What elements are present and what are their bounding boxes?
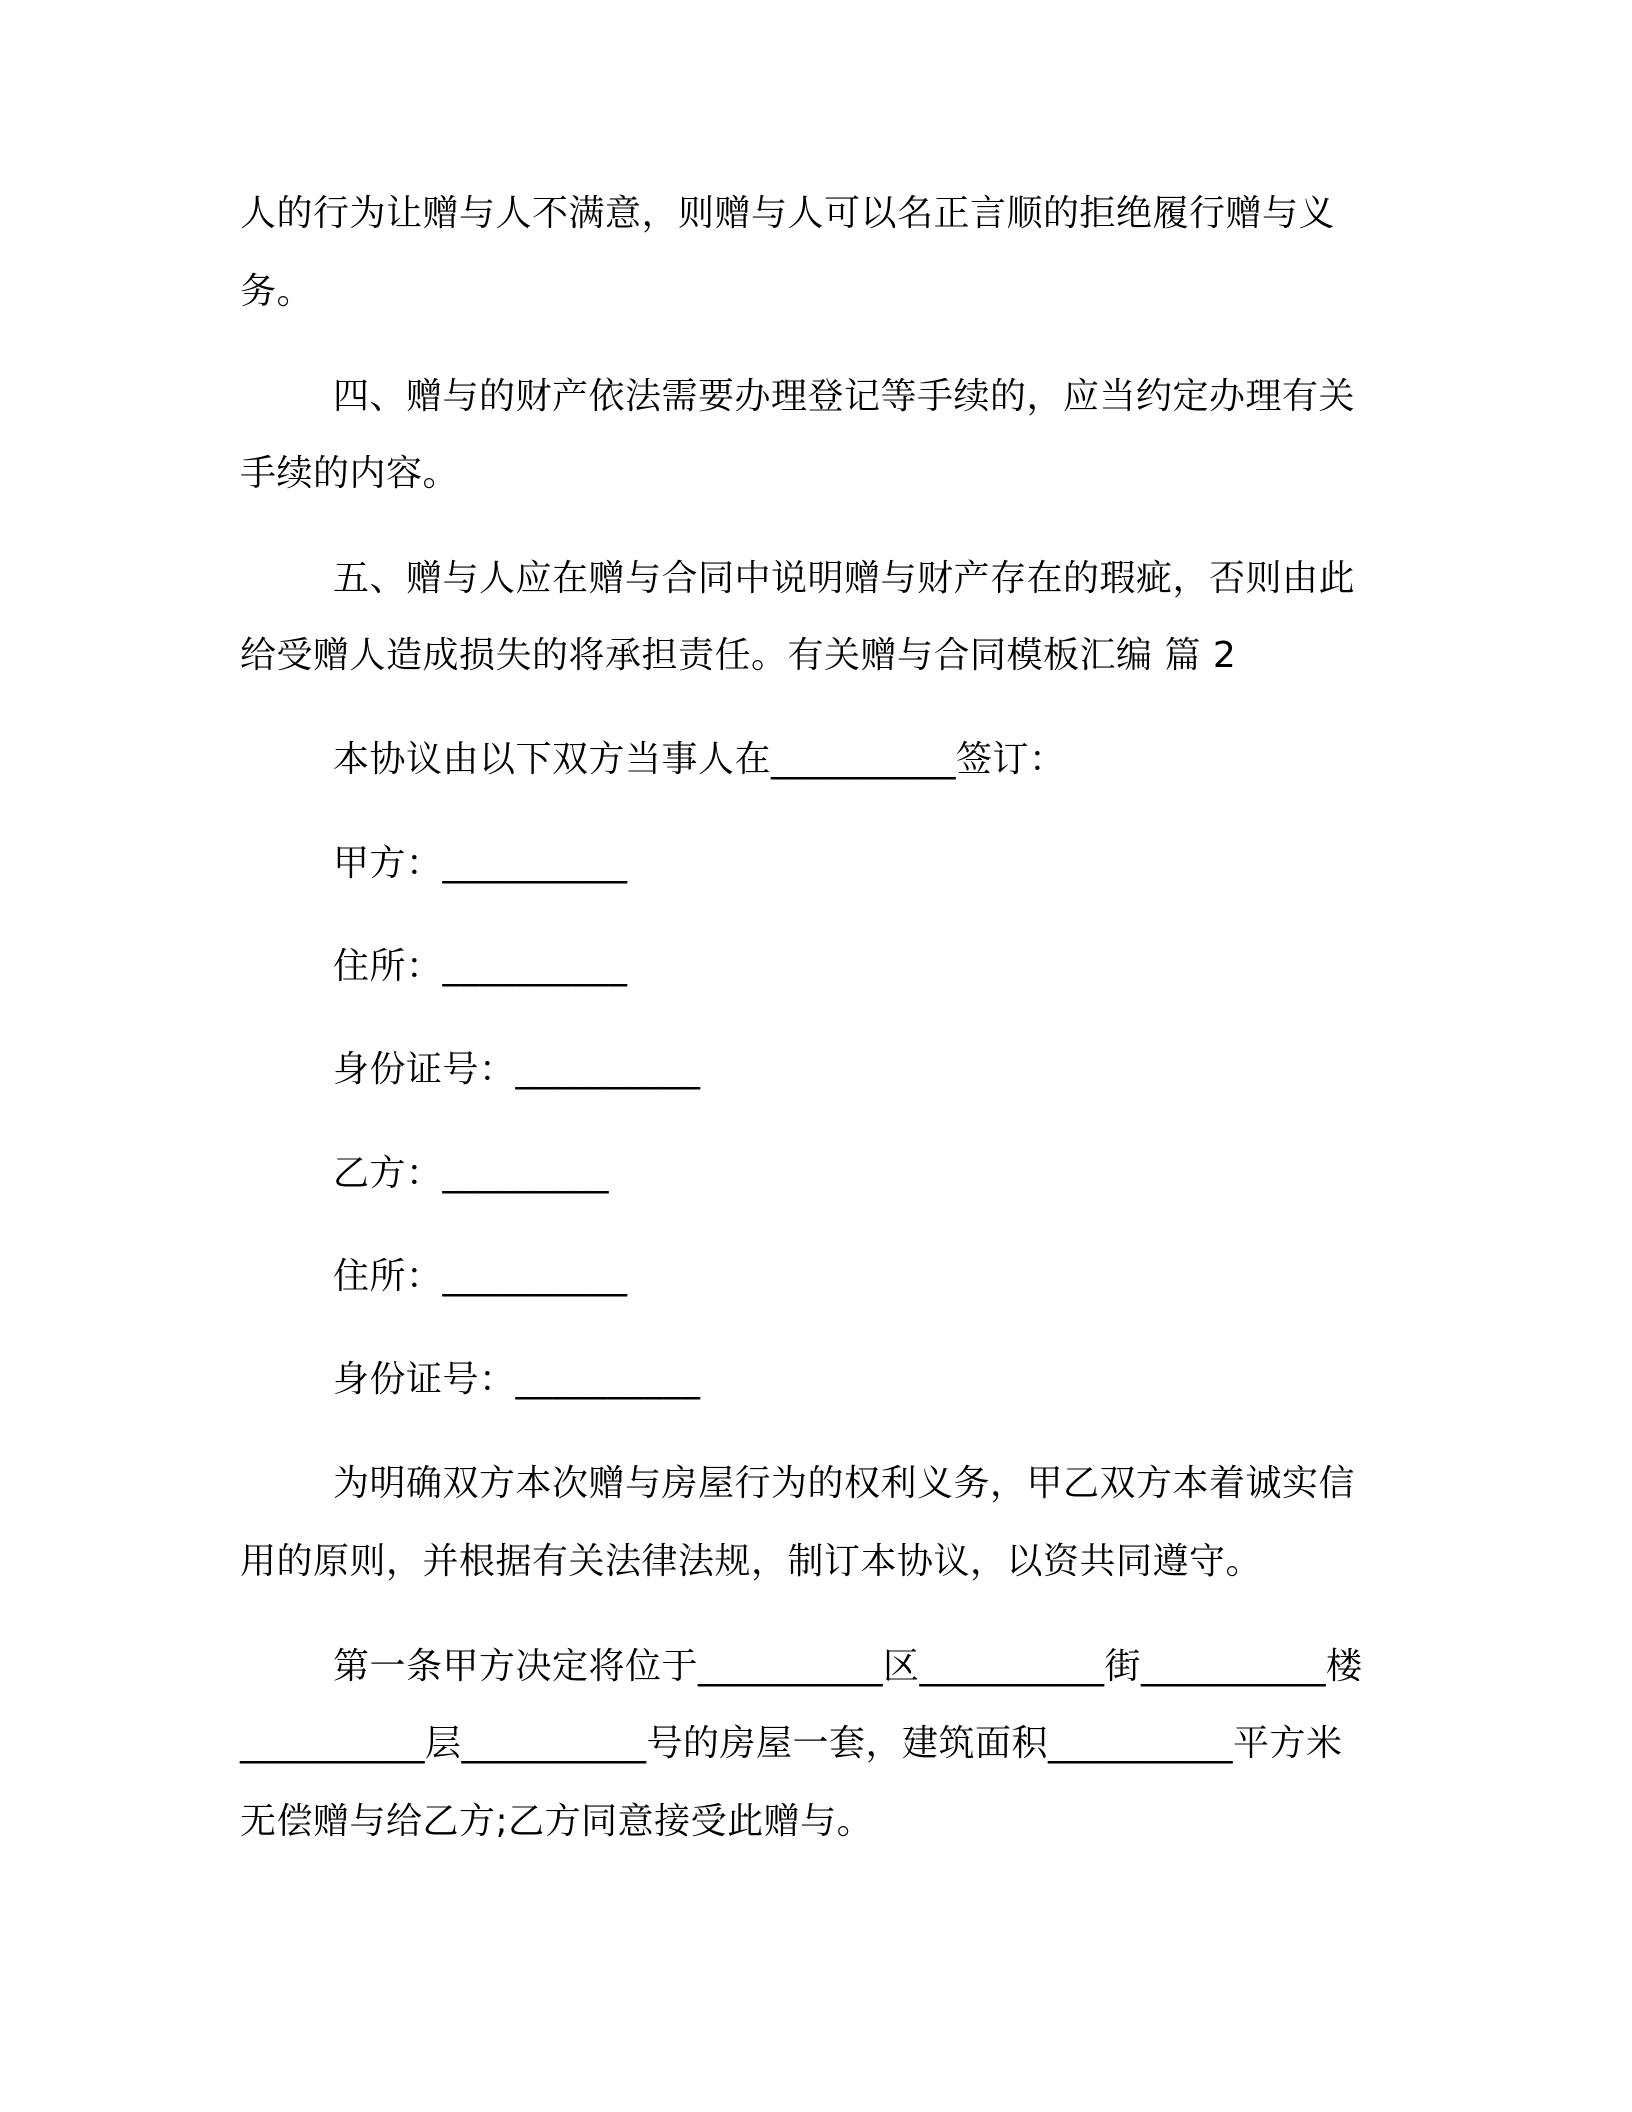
paragraph-2-line-1: 四、赠与的财产依法需要办理登记等手续的，应当约定办理有关 (333, 376, 1356, 417)
party-b-id-line: 身份证号：__________ (333, 1359, 701, 1400)
purpose-paragraph-line-1: 为明确双方本次赠与房屋行为的权利义务，甲乙双方本着诚实信 (333, 1463, 1356, 1504)
article-1-line-2: __________层__________号的房屋一套，建筑面积__________平方米 (240, 1723, 1343, 1764)
article-1-line-1: 第一条甲方决定将位于__________区__________街__________楼 (333, 1646, 1363, 1687)
paragraph-1-line-2: 务。 (240, 271, 314, 312)
party-a-id-line: 身份证号：__________ (333, 1049, 701, 1090)
paragraph-3-line-2: 给受赠人造成损失的将承担责任。有关赠与合同模板汇编 篇 2 (240, 635, 1237, 676)
agreement-intro-line: 本协议由以下双方当事人在__________签订： (333, 739, 1066, 780)
paragraph-3-line-1: 五、赠与人应在赠与合同中说明赠与财产存在的瑕疵，否则由此 (333, 558, 1356, 599)
party-b-address-line: 住所：__________ (333, 1256, 628, 1297)
party-b-line: 乙方：_________ (333, 1153, 610, 1194)
paragraph-1-line-1: 人的行为让赠与人不满意，则赠与人可以名正言顺的拒绝履行赠与义 (240, 193, 1336, 234)
purpose-paragraph-line-2: 用的原则，并根据有关法律法规，制订本协议，以资共同遵守。 (240, 1541, 1263, 1582)
party-a-line: 甲方：__________ (333, 843, 628, 884)
article-1-line-3: 无偿赠与给乙方;乙方同意接受此赠与。 (240, 1801, 874, 1842)
party-a-address-line: 住所：__________ (333, 946, 628, 987)
paragraph-2-line-2: 手续的内容。 (240, 453, 460, 494)
